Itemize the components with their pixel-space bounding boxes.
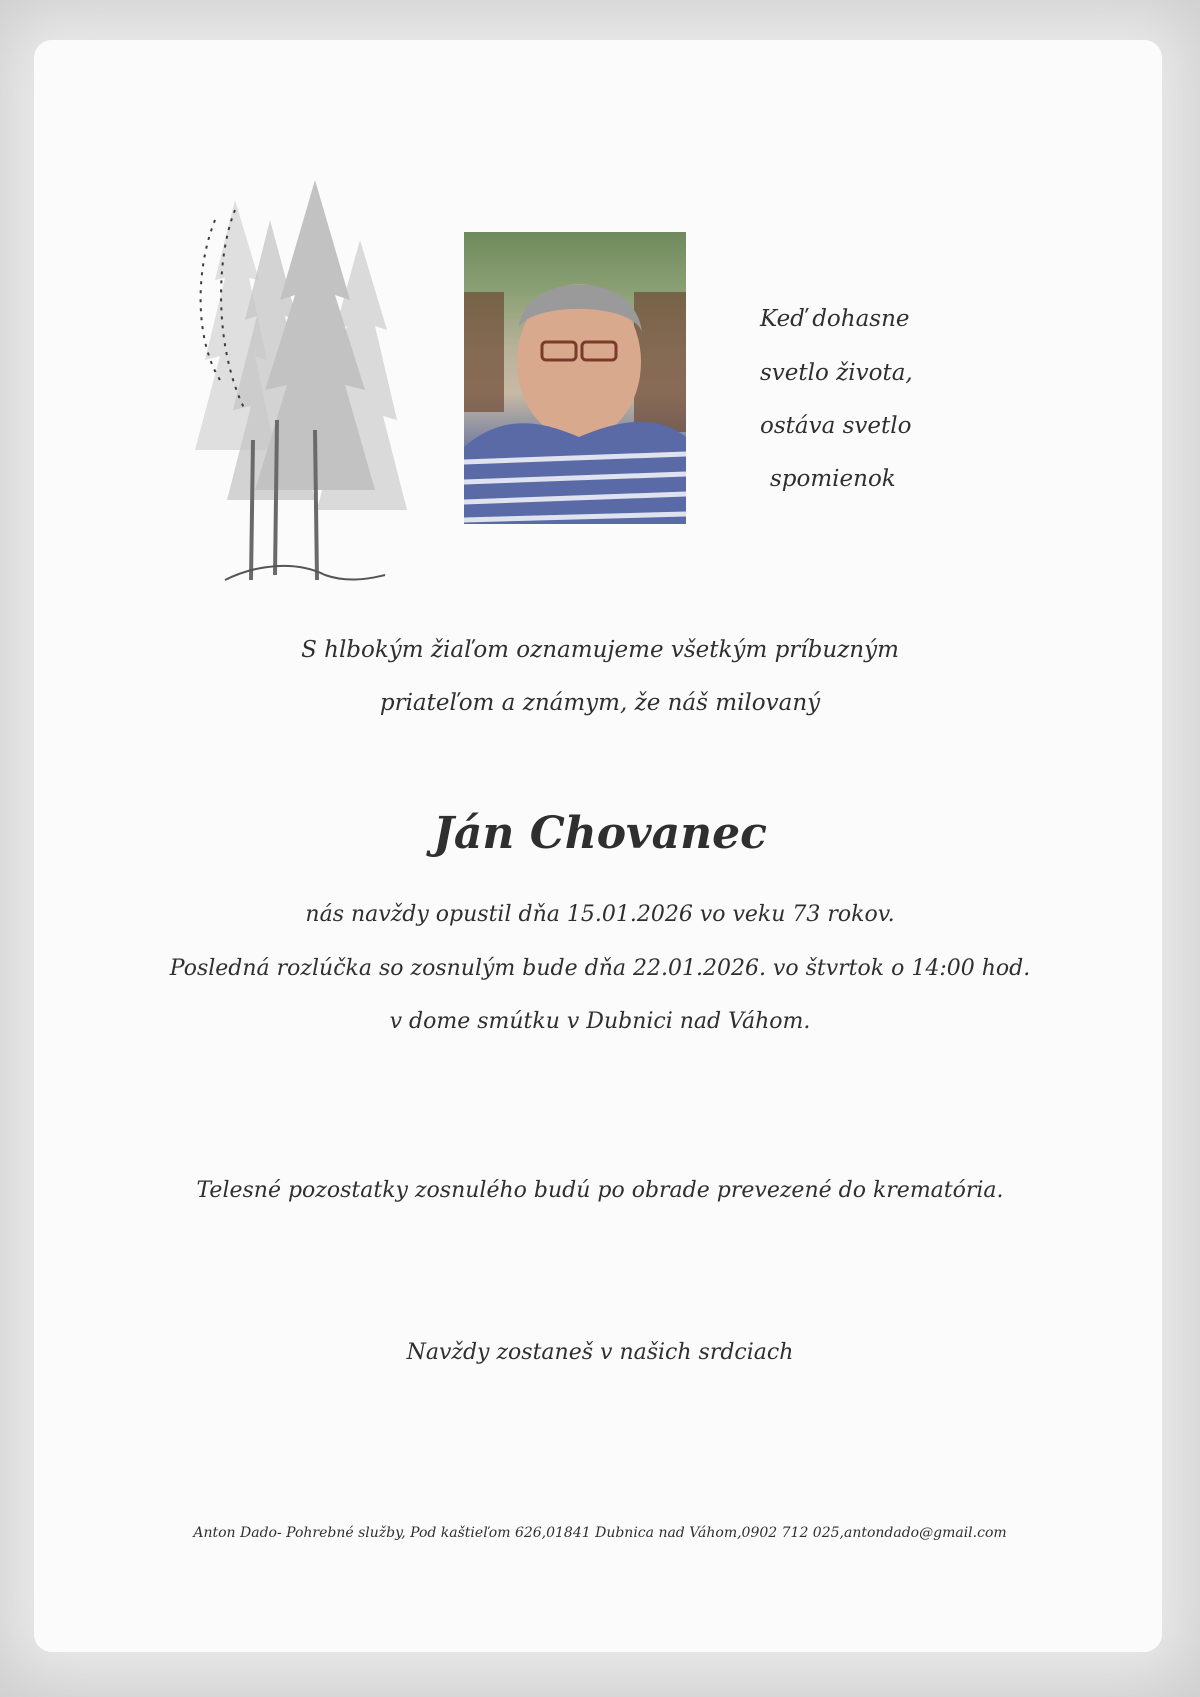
poem-line-3: ostáva svetlo <box>760 413 912 439</box>
details-line-2: Posledná rozlúčka so zosnulým bude dňa 22.01.2026. vo štvrtok o 14:00 hod. <box>169 956 1031 981</box>
intro-line-1: S hlbokým žiaľom oznamujeme všetkým príbuzným <box>301 637 899 663</box>
poem-line-4: spomienok <box>770 466 896 492</box>
portrait-photo <box>464 232 686 524</box>
pine-trees-illustration <box>175 180 425 600</box>
poem-line-2: svetlo života, <box>760 360 913 386</box>
funeral-service-footer: Anton Dado- Pohrebné služby, Pod kaštieľom 626,01841 Dubnica nad Váhom,0902 712 025,antondado@gmail.com <box>193 1525 1007 1541</box>
closing-line: Navždy zostaneš v našich srdciach <box>406 1340 794 1365</box>
poem-line-1: Keď dohasne <box>760 306 910 332</box>
details-line-3: v dome smútku v Dubnici nad Váhom. <box>389 1009 811 1034</box>
details-line-1: nás navždy opustil dňa 15.01.2026 vo veku 73 rokov. <box>305 902 895 927</box>
intro-line-2: priateľom a známym, že náš milovaný <box>379 690 821 716</box>
remains-note: Telesné pozostatky zosnulého budú po obrade prevezené do krematória. <box>196 1178 1004 1203</box>
deceased-name: Ján Chovanec <box>433 808 767 859</box>
